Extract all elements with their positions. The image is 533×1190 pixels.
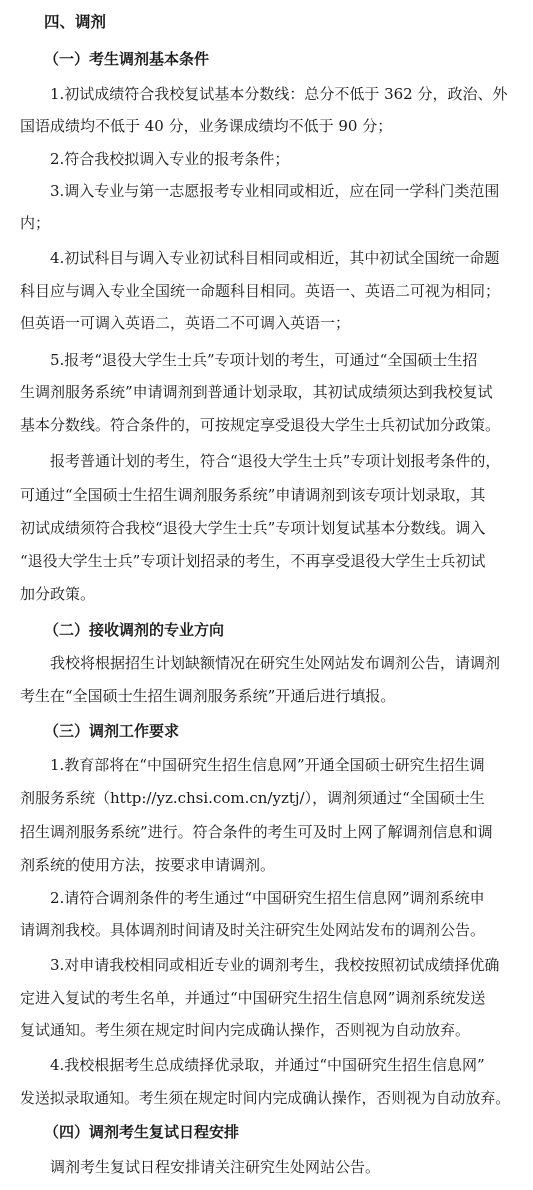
paragraph-line: 生调剂服务系统”申请调剂到普通计划录取，其初试成绩须达到我校复试 [20,383,493,401]
paragraph-line: 基本分数线。符合条件的，可按规定享受退役大学生士兵初试加分政策。 [20,416,501,434]
paragraph-line: 2.请符合调剂条件的考生通过“中国研究生招生信息网”调剂系统申 [50,889,485,907]
paragraph-line: 调剂考生复试日程安排请关注研究生处网站公告。 [50,1158,381,1176]
paragraph-line: 2.符合我校拟调入专业的报考条件； [50,150,290,168]
paragraph-line: 科目应与调入专业全国统一命题科目相同。英语一、英语二可视为相同； [20,282,501,300]
paragraph-line: 内； [20,214,51,232]
subheading-basic-conditions: （一）考生调剂基本条件 [44,50,210,68]
paragraph-line: 1.初试成绩符合我校复试基本分数线：总分不低于 362 分，政治、外 [50,85,508,103]
paragraph-line: 5.报考“退役大学生士兵”专项计划的考生，可通过“全国硕士生招 [50,351,478,369]
paragraph-line: 招生调剂服务系统”进行。符合条件的考生可及时上网了解调剂信息和调 [20,823,493,841]
subheading-majors: （二）接收调剂的专业方向 [44,621,225,639]
paragraph-line: 初试成绩须符合我校“退役大学生士兵”专项计划复试基本分数线。调入 [20,519,486,537]
paragraph-line: 考生在“全国硕士生招生调剂服务系统”开通后进行填报。 [20,687,396,705]
paragraph-line: 国语成绩均不低于 40 分，业务课成绩均不低于 90 分； [20,117,393,135]
paragraph-line: 加分政策。 [20,585,96,603]
paragraph-line: 报考普通计划的考生，符合“退役大学生士兵”专项计划报考条件的， [50,452,501,470]
subheading-requirements: （三）调剂工作要求 [44,722,180,740]
paragraph-line: 剂服务系统（http://yz.chsi.com.cn/yztj/），调剂须通过“全国硕士生 [20,789,485,807]
paragraph-line: 3.调入专业与第一志愿报考专业相同或相近，应在同一学科门类范围 [50,182,500,200]
paragraph-line: 但英语一可调入英语二，英语二不可调入英语一； [20,314,351,332]
paragraph-line: 发送拟录取通知。考生须在规定时间内完成确认操作，否则视为自动放弃。 [20,1089,511,1107]
paragraph-line: 3.对申请我校相同或相近专业的调剂考生，我校按照初试成绩择优确 [50,956,500,974]
paragraph-line: 1.教育部将在“中国研究生招生信息网”开通全国硕士研究生招生调 [50,756,485,774]
paragraph-line: 可通过“全国硕士生招生调剂服务系统”申请调剂到该专项计划录取，其 [20,486,486,504]
paragraph-line: 4.我校根据考生总成绩择优录取，并通过“中国研究生招生信息网” [50,1056,485,1074]
paragraph-line: 剂系统的使用方法，按要求申请调剂。 [20,856,276,874]
paragraph-line: 我校将根据招生计划缺额情况在研究生处网站发布调剂公告，请调剂 [50,654,501,672]
section-heading-adjustment: 四、调剂 [44,13,107,31]
paragraph-line: 4.初试科目与调入专业初试科目相同或相近，其中初试全国统一命题 [50,249,500,267]
paragraph-line: 请调剂我校。具体调剂时间请及时关注研究生处网站发布的调剂公告。 [20,921,486,939]
paragraph-line: 复试通知。考生须在规定时间内完成确认操作，否则视为自动放弃。 [20,1021,471,1039]
paragraph-line: 定进入复试的考生名单，并通过“中国研究生招生信息网”调剂系统发送 [20,989,486,1007]
subheading-schedule: （四）调剂考生复试日程安排 [44,1123,240,1141]
paragraph-line: “退役大学生士兵”专项计划招录的考生，不再享受退役大学生士兵初试 [20,552,486,570]
